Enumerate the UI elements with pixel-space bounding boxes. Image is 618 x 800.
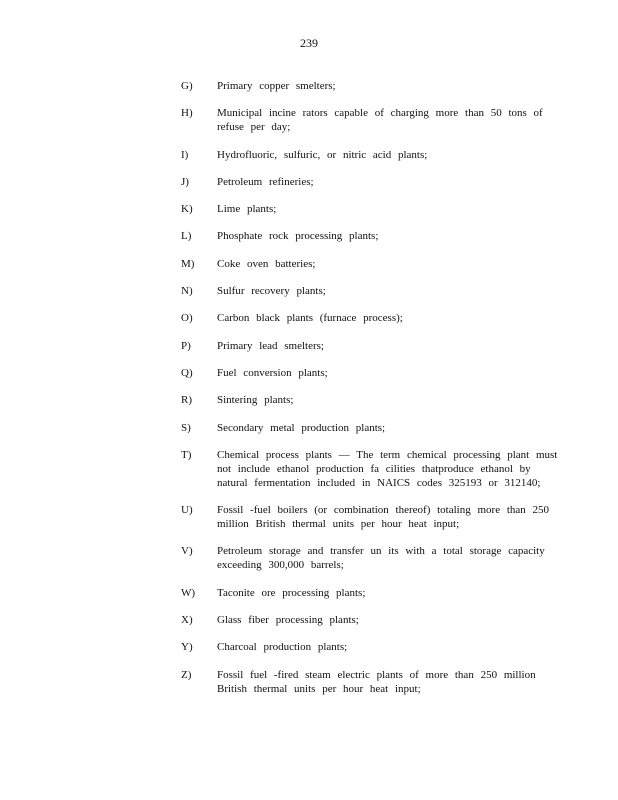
item-label: N) xyxy=(181,285,193,298)
item-text: Carbon black plants (furnace process); xyxy=(217,312,403,325)
item-text: Glass fiber processing plants; xyxy=(217,614,359,627)
item-label: U) xyxy=(181,504,193,517)
list-item xyxy=(181,586,561,600)
item-text: Municipal incine rators capable of charging more than 50 tons of refuse per day; xyxy=(217,107,543,134)
item-label: R) xyxy=(181,394,192,407)
item-text: Lime plants; xyxy=(217,203,277,216)
item-text: Fuel conversion plants; xyxy=(217,366,328,379)
item-label: G) xyxy=(181,80,193,92)
item-label: P) xyxy=(181,339,191,352)
item-label: J) xyxy=(181,175,189,188)
list-item xyxy=(181,202,561,216)
item-text: Taconite ore processing plants; xyxy=(217,586,366,599)
item-label: K) xyxy=(181,203,193,216)
item-label: S) xyxy=(181,421,191,434)
list-item xyxy=(181,366,561,380)
list-item xyxy=(181,284,561,298)
list-item xyxy=(181,339,561,353)
item-text: Petroleum refineries; xyxy=(217,175,314,188)
item-text: Chemical process plants — The term chemical processing plant must not include ethanol production fa cilities thatproduce ethanol by natural fermentation included in NAICS codes 325193 or 312140; xyxy=(217,448,558,489)
item-label: X) xyxy=(181,614,193,627)
item-text: Fossil -fuel boilers (or combination thereof) totaling more than 250 million British thermal units per hour heat input; xyxy=(217,504,550,531)
item-text: Secondary metal production plants; xyxy=(217,421,386,434)
list-item xyxy=(181,613,561,627)
list-item xyxy=(181,421,561,435)
item-text: Petroleum storage and transfer un its with a total storage capacity exceeding 300,000 barrels; xyxy=(217,545,545,572)
list-item xyxy=(181,106,561,134)
list-item xyxy=(181,257,561,271)
item-label: V) xyxy=(181,545,193,558)
page-number: 239 xyxy=(300,36,318,50)
item-text: Primary lead smelters; xyxy=(217,339,324,352)
item-label: H) xyxy=(181,107,193,120)
item-text: Charcoal production plants; xyxy=(217,641,348,654)
list-item xyxy=(181,668,561,696)
list-item xyxy=(181,640,561,654)
list-item xyxy=(181,448,561,490)
item-text: Coke oven batteries; xyxy=(217,257,316,270)
list-item xyxy=(181,503,561,531)
list-item xyxy=(181,175,561,189)
item-label: Z) xyxy=(181,668,192,681)
list-item xyxy=(181,393,561,407)
item-text: Sulfur recovery plants; xyxy=(217,285,326,298)
item-label: M) xyxy=(181,257,195,270)
item-label: Y) xyxy=(181,641,193,654)
list-item xyxy=(181,79,561,93)
item-text: Phosphate rock processing plants; xyxy=(217,230,379,243)
item-label: I) xyxy=(181,148,189,161)
item-text: Primary copper smelters; xyxy=(217,80,336,92)
item-text: Fossil fuel -fired steam electric plants of more than 250 million British thermal units per hour heat input; xyxy=(217,668,536,695)
list-item xyxy=(181,544,561,572)
list-item xyxy=(181,148,561,162)
item-label: O) xyxy=(181,312,193,325)
item-label: T) xyxy=(181,448,192,461)
source-category-list xyxy=(181,79,561,709)
item-text: Sintering plants; xyxy=(217,394,294,407)
item-label: W) xyxy=(181,586,196,599)
item-text: Hydrofluoric, sulfuric, or nitric acid plants; xyxy=(217,148,428,161)
item-label: Q) xyxy=(181,366,193,379)
list-item xyxy=(181,229,561,243)
item-label: L) xyxy=(181,230,192,243)
list-item xyxy=(181,311,561,325)
